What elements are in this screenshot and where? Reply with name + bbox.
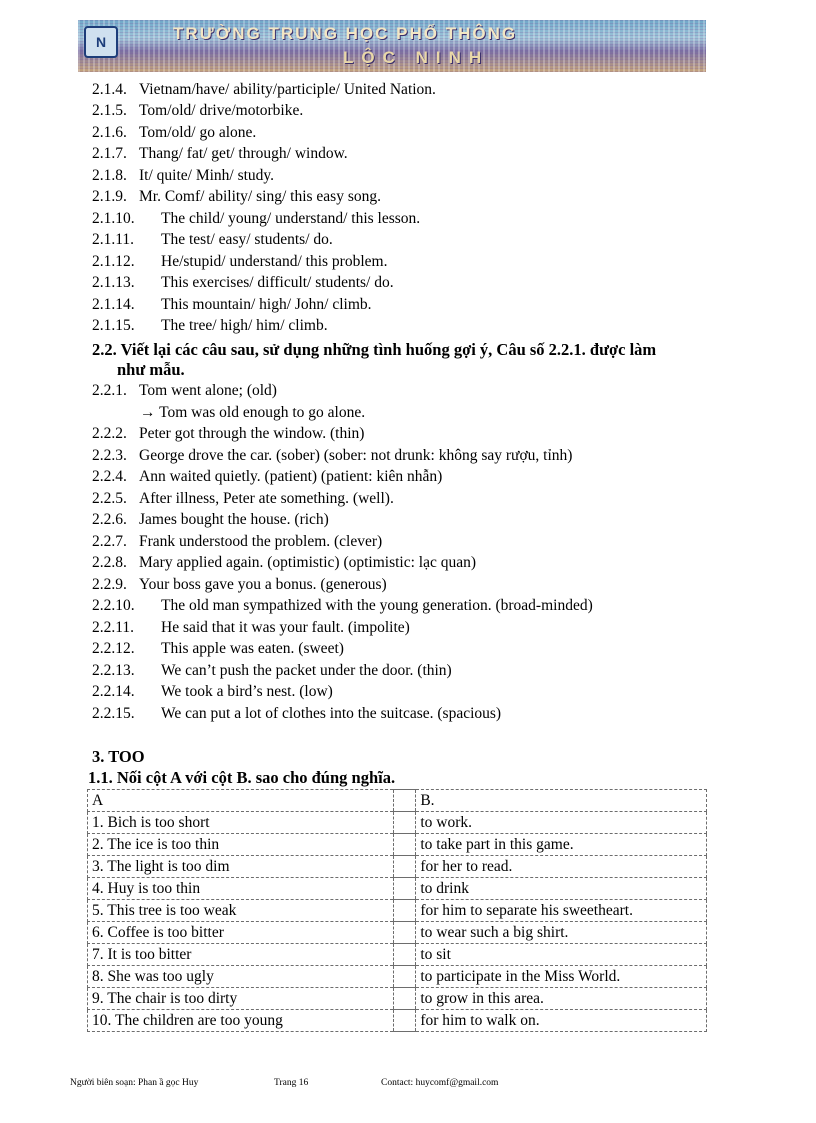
section-heading-3: 3. TOO — [92, 747, 145, 766]
table-row — [88, 944, 707, 966]
column-b-cell: to take part in this game. — [416, 834, 707, 856]
section-heading-2-2: 2.2. Viết lại các câu sau, sử dụng những tình huống gợi ý, Câu số 2.2.1. được làm — [92, 340, 657, 359]
column-a-cell: 8. She was too ugly — [88, 966, 394, 988]
column-b-cell: to wear such a big shirt. — [416, 922, 707, 944]
answer-cell[interactable] — [393, 856, 415, 878]
column-a-cell: 9. The chair is too dirty — [88, 988, 394, 1010]
banner-school-name: LỘC NINH — [343, 48, 490, 67]
answer-cell[interactable] — [393, 988, 415, 1010]
exercise-heading-1-1: 1.1. Nối cột A với cột B. sao cho đúng nghĩa. — [88, 768, 396, 787]
table-row — [88, 812, 707, 834]
table-row — [88, 834, 707, 856]
column-b-cell: to grow in this area. — [416, 988, 707, 1010]
answer-cell[interactable] — [393, 834, 415, 856]
answer-cell[interactable] — [393, 922, 415, 944]
answer-cell[interactable] — [393, 878, 415, 900]
column-a-cell: 4. Huy is too thin — [88, 878, 394, 900]
answer-cell[interactable] — [393, 966, 415, 988]
banner-school-type: TRƯỜNG TRUNG HỌC PHỔ THÔNG — [173, 24, 518, 43]
matching-table — [87, 789, 707, 1032]
column-a-cell: 2. The ice is too thin — [88, 834, 394, 856]
answer-cell[interactable] — [393, 812, 415, 834]
footer-contact: Contact: huycomf@gmail.com — [381, 1078, 499, 1088]
column-b-cell: for her to read. — [416, 856, 707, 878]
column-a-cell: 1. Bich is too short — [88, 812, 394, 834]
column-a-cell: 5. This tree is too weak — [88, 900, 394, 922]
column-a-cell: 3. The light is too dim — [88, 856, 394, 878]
column-a-cell: 6. Coffee is too bitter — [88, 922, 394, 944]
table-row — [88, 966, 707, 988]
column-b-cell: for him to walk on. — [416, 1010, 707, 1032]
table-row — [88, 922, 707, 944]
footer-author: Người biên soạn: Phan ầ gọc Huy — [70, 1078, 199, 1088]
column-b-cell: to participate in the Miss World. — [416, 966, 707, 988]
column-b-cell: to work. — [416, 812, 707, 834]
column-b-cell: for him to separate his sweetheart. — [416, 900, 707, 922]
table-row — [88, 856, 707, 878]
example-answer: → Tom was old enough to go alone. — [140, 404, 366, 421]
column-b-cell: to drink — [416, 878, 707, 900]
header-banner — [78, 20, 706, 72]
table-row — [88, 878, 707, 900]
school-logo: N — [84, 26, 118, 58]
answer-cell[interactable] — [393, 944, 415, 966]
answer-cell[interactable] — [393, 1010, 415, 1032]
answer-cell[interactable] — [393, 790, 415, 812]
table-row — [88, 900, 707, 922]
column-a-header: A — [88, 790, 394, 812]
column-b-header: B. — [416, 790, 707, 812]
answer-cell[interactable] — [393, 900, 415, 922]
table-row — [88, 1010, 707, 1032]
table-row — [88, 988, 707, 1010]
table-header-row — [88, 790, 707, 812]
section-heading-2-2-cont: như mẫu. — [117, 360, 185, 379]
footer-page-number: Trang 16 — [274, 1078, 309, 1088]
column-b-cell: to sit — [416, 944, 707, 966]
column-a-cell: 10. The children are too young — [88, 1010, 394, 1032]
column-a-cell: 7. It is too bitter — [88, 944, 394, 966]
